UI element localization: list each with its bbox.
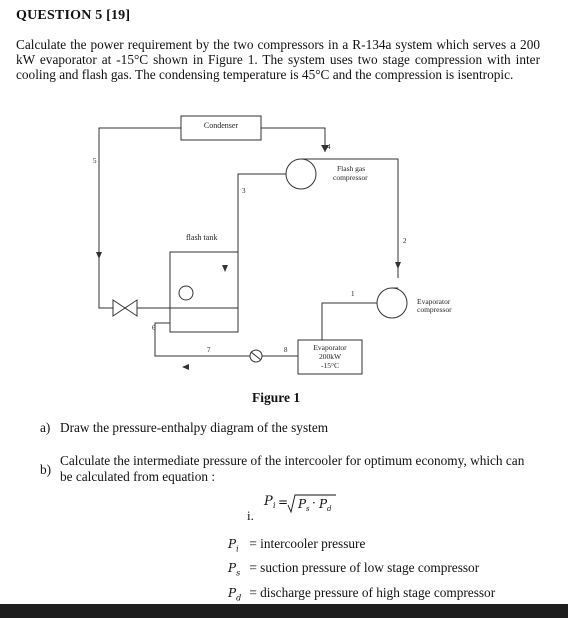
state-point-7: 7 [207, 346, 211, 354]
question-title: QUESTION 5 [19] [16, 8, 131, 23]
throttle-valve-stroke [251, 352, 261, 360]
pipe-1 [322, 303, 377, 340]
equation-rhs-1: P [298, 497, 307, 511]
evaporator-label-line2: 200kW [318, 352, 342, 361]
part-b-marker: b) [40, 462, 52, 477]
arrow-pipe-2 [395, 262, 401, 269]
legend-desc-ps: = suction pressure of low stage compressor [249, 560, 480, 576]
flash-tank-label: flash tank [186, 233, 218, 242]
part-b-text: Calculate the intermediate pressure of the intercooler for optimum economy, which can be calculated from equation : [60, 453, 525, 484]
flash-gas-label-line2: compressor [333, 173, 368, 182]
expansion-valve-left [113, 300, 125, 316]
arrow-flash-tank [222, 265, 228, 272]
expansion-valve-right [125, 300, 137, 316]
bottom-bar [0, 604, 568, 618]
evaporator-label-line3: -15°C [321, 361, 339, 370]
equation-lhs: P [264, 494, 273, 509]
state-point-6: 6 [152, 324, 156, 332]
state-point-8: 8 [284, 346, 288, 354]
legend-row-ps: $P_s$ = suction pressure of low stage compressor [228, 560, 480, 578]
intermediate-pressure-equation [262, 488, 362, 518]
evaporator-compressor-label-line2: compressor [417, 305, 452, 314]
state-point-5: 5 [93, 157, 97, 165]
equation-rhs-1-sub: s [306, 505, 310, 513]
equation-rhs-2: P [319, 497, 328, 511]
equation-equals: = [278, 495, 289, 509]
evaporator-compressor-circle [377, 288, 407, 318]
legend-desc-pi: = intercooler pressure [249, 536, 366, 551]
evaporator-label-line1: Evaporator [313, 343, 347, 352]
arrow-pipe-7 [182, 364, 189, 370]
question-body: Calculate the power requirement by the two compressors in a R-134a system which serves a 200 kW evaporator at -15°C shown in Figure 1. The system uses two stage compression with inter cooling and flash gas. The condensing temperature is 45°C and the compression is isentropic. [16, 37, 540, 83]
condenser-label: Condenser [203, 121, 239, 130]
equation-dot: · [312, 496, 316, 510]
part-a-marker: a) [40, 420, 51, 435]
evaporator-compressor-label-line1: Evaporator [417, 297, 451, 306]
state-point-4: 4 [327, 143, 331, 151]
flash-tank-coil [179, 286, 193, 300]
legend-desc-pd: = discharge pressure of high stage compressor [249, 584, 496, 600]
flash-gas-label-line1: Flash gas [337, 164, 366, 173]
symbol-legend [228, 534, 495, 607]
equation-marker: i. [247, 508, 254, 523]
equation-lhs-sub: i [273, 501, 276, 510]
figure-caption: Figure 1 [252, 390, 301, 405]
state-point-2: 2 [403, 237, 407, 245]
pipe-4 [261, 128, 325, 152]
flash-gas-compressor-circle [286, 159, 316, 189]
arrow-pipe-5 [96, 252, 102, 259]
part-a-text: Draw the pressure-enthalpy diagram of the system [60, 420, 329, 435]
state-point-1: 1 [351, 290, 355, 298]
legend-row-pi: $P_i$ = intercooler pressure [228, 536, 366, 554]
flash-tank-box [170, 252, 238, 332]
pipe-5 [99, 128, 181, 308]
state-point-3: 3 [242, 187, 246, 195]
legend-row-pd: $P_d$ = discharge pressure of high stage compressor [228, 584, 496, 603]
equation-rhs-2-sub: d [327, 505, 332, 513]
pipe-7 [155, 323, 250, 356]
